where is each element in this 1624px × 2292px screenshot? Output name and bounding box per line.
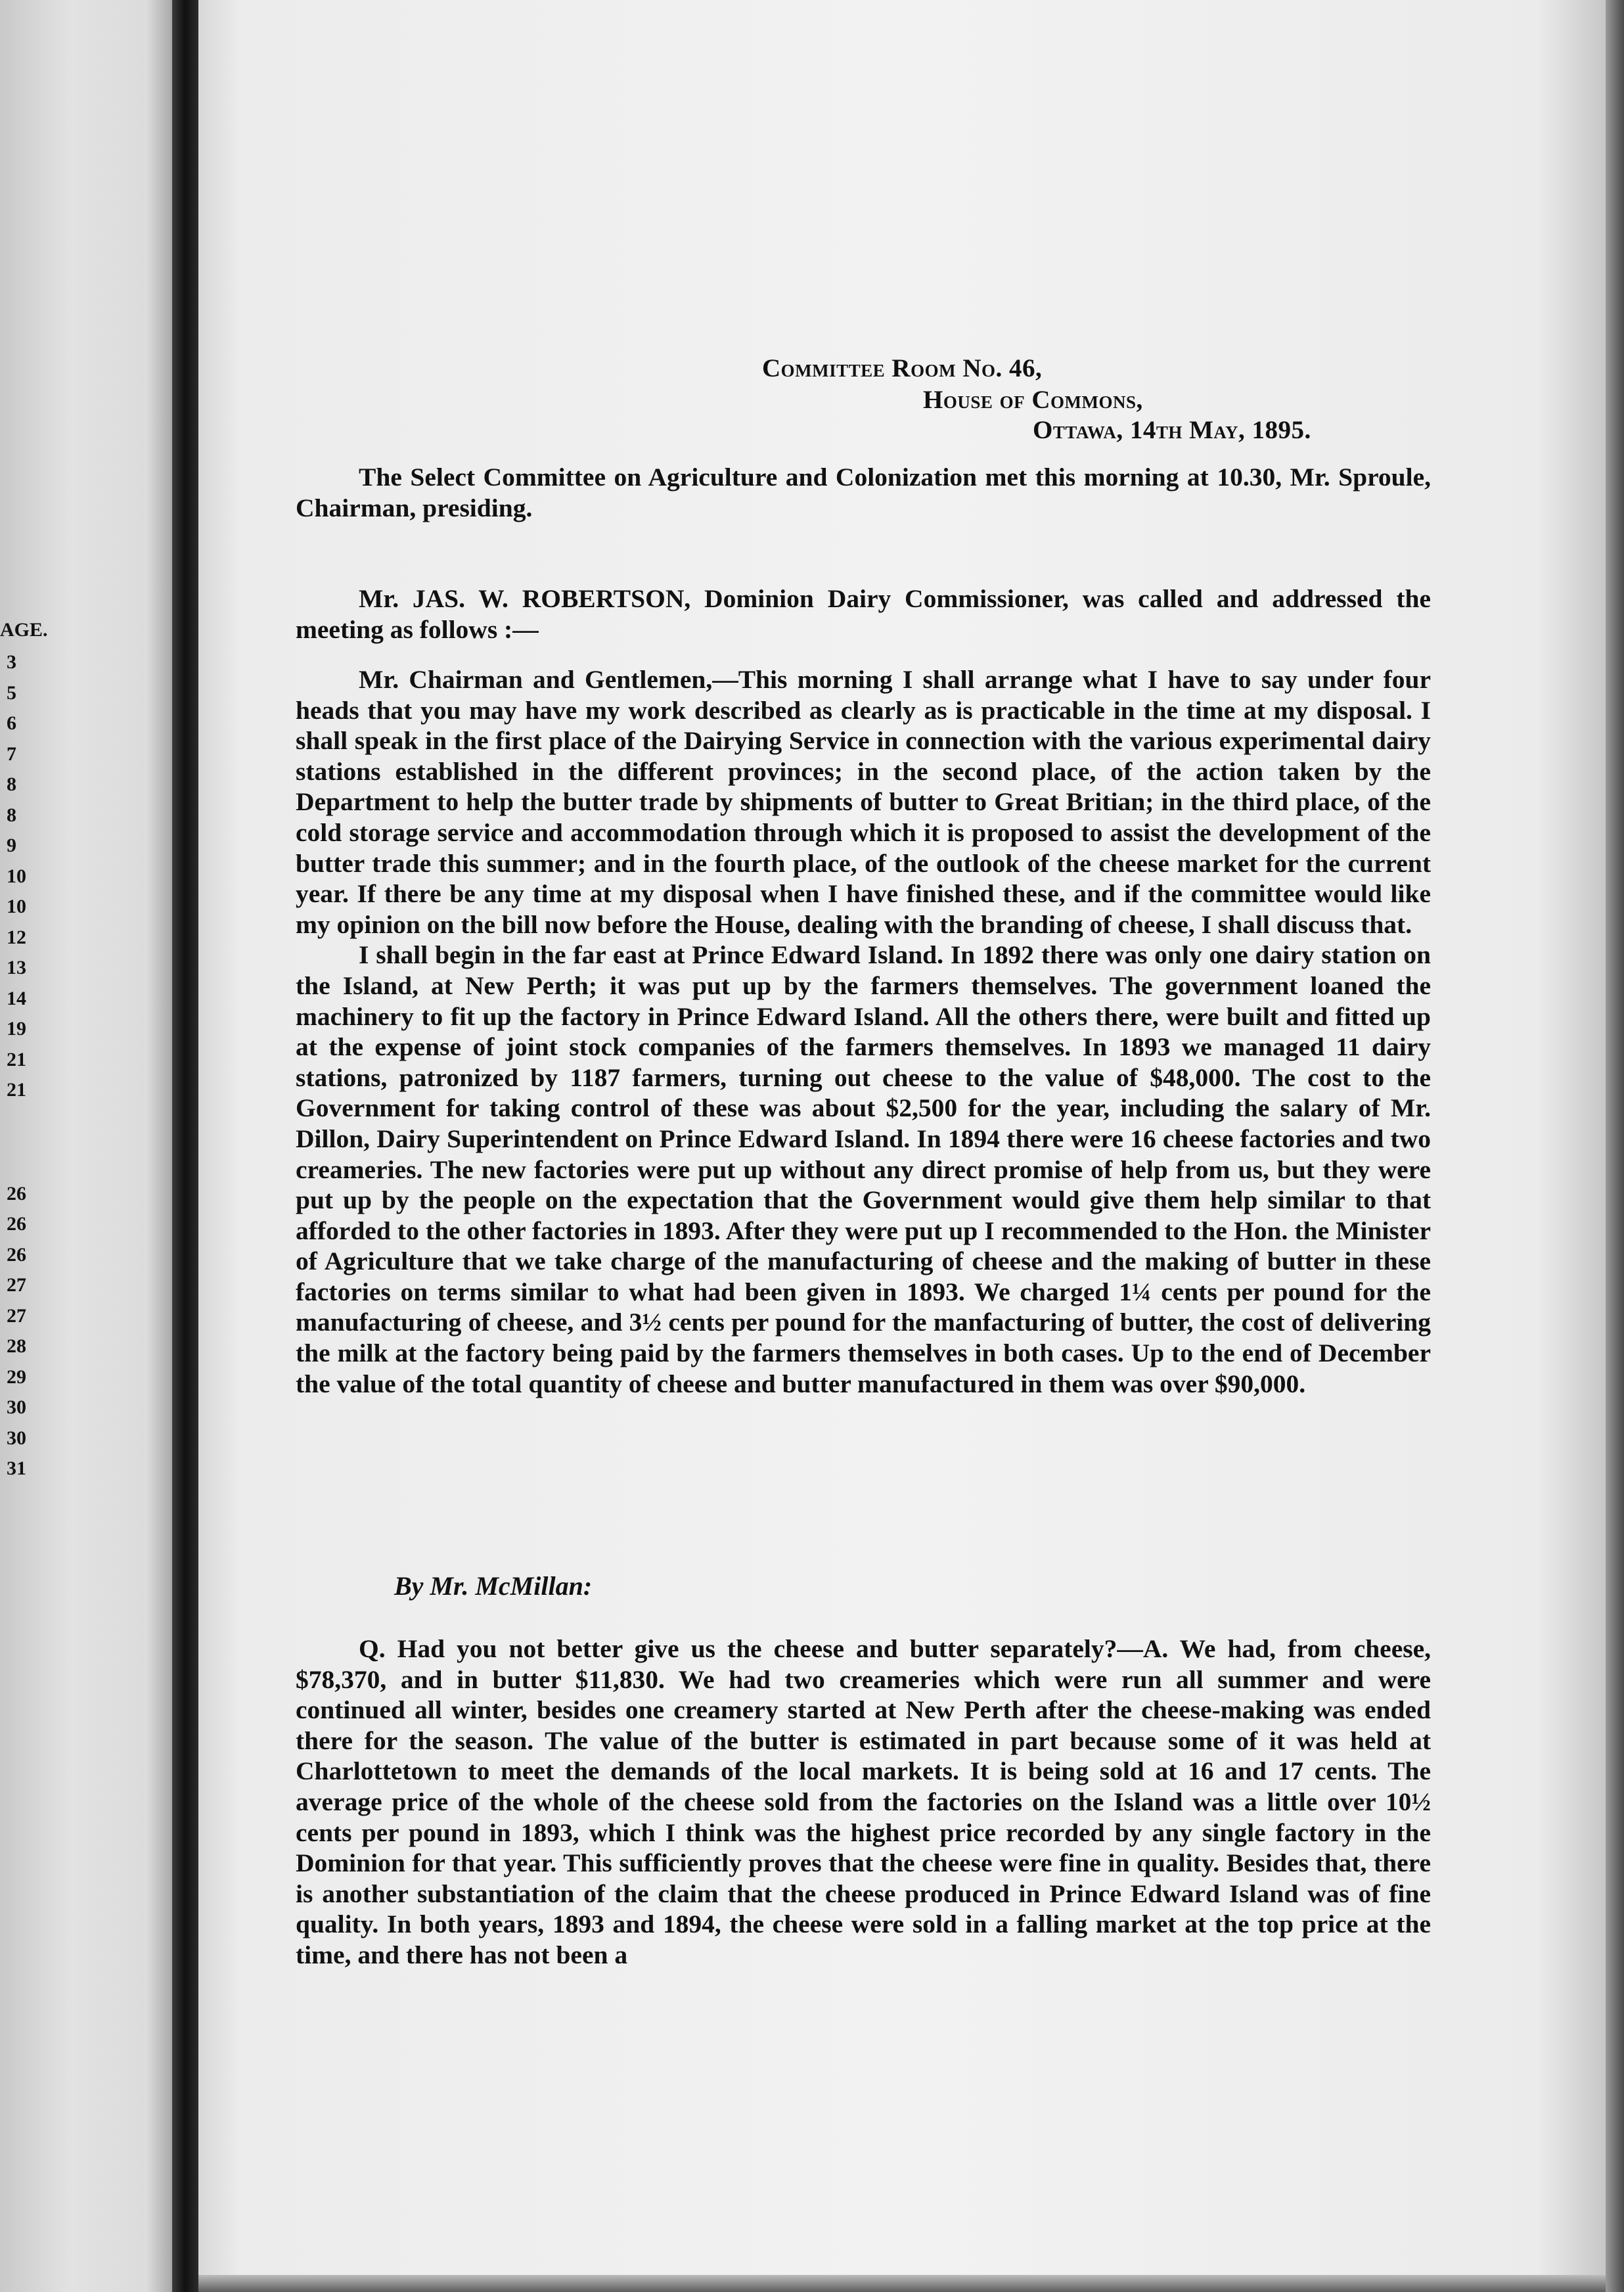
margin-number: 21 <box>7 1048 26 1070</box>
margin-number: 12 <box>7 926 26 948</box>
margin-number: 21 <box>7 1079 26 1101</box>
paragraph-2: I shall begin in the far east at Prince Edward Island. In 1892 there was only one dairy station on the Island, at New Perth; it was put up by the farmers themselves. The government loaned the machinery to fit up the factory in Prince Edward Island. All the others there, were built and fitted up at the expense of joint stock companies of the farmers themselves. In 1893 we managed 11 dairy stations, patronized by 1187 farmers, turning out cheese to the value of $48,000. The cost to the Government for taking control of these was about $2,500 for the year, including the salary of Mr. Dillon, Dairy Superintendent on Prince Edward Island. In 1894 there were 16 cheese factories and two creameries. The new factories were put up without any direct promise of help from us, but they were put up by the people on the expectation that the Government would give them help similar to that afforded to the other factories in 1893. After they were put up I recommended to the Hon. the Minister of Agriculture that we take charge of the manufacturing of cheese and the making of butter in these factories on terms similar to what had been given in 1893. We charged 1¼ cents per pound for the manufacturing of cheese, and 3½ cents per pound for the manfacturing of butter, the cost of delivering the milk at the factory being paid by the farmers themselves in both cases. Up to the end of December the value of the total quantity of cheese and butter manufactured in them was over $90,000. <box>296 940 1431 1398</box>
margin-number: 28 <box>7 1335 26 1357</box>
margin-number: 5 <box>7 681 16 704</box>
margin-number: 26 <box>7 1243 26 1266</box>
margin-number: 7 <box>7 743 16 765</box>
margin-number: 29 <box>7 1365 26 1388</box>
witness-called-paragraph <box>296 584 1431 645</box>
header-place-date: Ottawa, 14th May, 1895. <box>1033 416 1311 444</box>
margin-number: 19 <box>7 1018 26 1040</box>
witness-called-text: Mr. JAS. W. ROBERTSON, Dominion Dairy Commissioner, was called and addressed the meeting as follows :— <box>296 584 1431 644</box>
intro-text: The Select Committee on Agriculture and Colonization met this morning at 10.30, Mr. Sproule, Chairman, presiding. <box>296 463 1431 522</box>
margin-number: 14 <box>7 987 26 1009</box>
margin-number: 6 <box>7 712 16 734</box>
header-house: House of Commons, <box>923 386 1143 414</box>
testimony-body <box>296 664 1431 1399</box>
book-spine-shadow <box>172 0 198 2292</box>
margin-number: 26 <box>7 1213 26 1235</box>
margin-number: 27 <box>7 1274 26 1296</box>
header-room: Committee Room No. 46, <box>762 354 1043 382</box>
page-right-edge <box>1606 0 1624 2292</box>
margin-number: 26 <box>7 1182 26 1204</box>
margin-number: 3 <box>7 651 16 673</box>
margin-page-label: AGE. <box>0 619 48 641</box>
intro-paragraph <box>296 462 1431 523</box>
margin-number: 31 <box>7 1457 26 1479</box>
margin-number: 9 <box>7 835 16 856</box>
margin-page-numbers <box>0 647 66 1484</box>
facing-page-edge <box>0 0 172 2292</box>
margin-number: 10 <box>7 896 26 917</box>
examiner-byline: By Mr. McMillan: <box>394 1571 593 1601</box>
page-bottom-edge <box>198 2275 1606 2292</box>
margin-number: 30 <box>7 1396 26 1418</box>
margin-number: 8 <box>7 804 16 826</box>
margin-number: 13 <box>7 957 26 978</box>
question-answer-paragraph <box>296 1634 1431 1971</box>
paragraph-1: Mr. Chairman and Gentlemen,—This morning I shall arrange what I have to say under four heads that you may have my work described as clearly as is practicable in the time at my disposal. I shall speak in the first place of the Dairying Service in connection with the various experimental dairy stations established in the different provinces; in the second place, of the action taken by the Department to help the butter trade by shipments of butter to Great Britian; in the third place, of the cold storage service and accommodation through which it is proposed to assist the development of the butter trade this summer; and in the fourth place, of the outlook of the cheese market for the current year. If there be any time at my disposal when I have finished these, and if the committee would like my opinion on the bill now before the House, dealing with the branding of cheese, I shall discuss that. <box>296 665 1431 939</box>
qa-text: Q. Had you not better give us the cheese and butter separately?—A. We had, from cheese, $78,370, and in butter $11,830. We had two creameries which were run all summer and were continued all winter, besides one creamery started at New Perth after the cheese-making was ended there for the season. The value of the butter is estimated in part because some of it was held at Charlottetown to meet the demands of the local markets. It is being sold at 16 and 17 cents. The average price of the whole of the cheese sold from the factories on the Island was a little over 10½ cents per pound in 1893, which I think was the highest price recorded by any single factory in the Dominion for that year. This sufficiently proves that the cheese were fine in quality. Besides that, there is another substantiation of the claim that the cheese produced in Prince Edward Island was of fine quality. In both years, 1893 and 1894, the cheese were sold in a falling market at the top price at the time, and there has not been a <box>296 1634 1431 1969</box>
margin-number: 10 <box>7 865 26 887</box>
margin-number: 27 <box>7 1304 26 1327</box>
margin-number: 30 <box>7 1427 26 1449</box>
margin-number: 8 <box>7 773 16 795</box>
